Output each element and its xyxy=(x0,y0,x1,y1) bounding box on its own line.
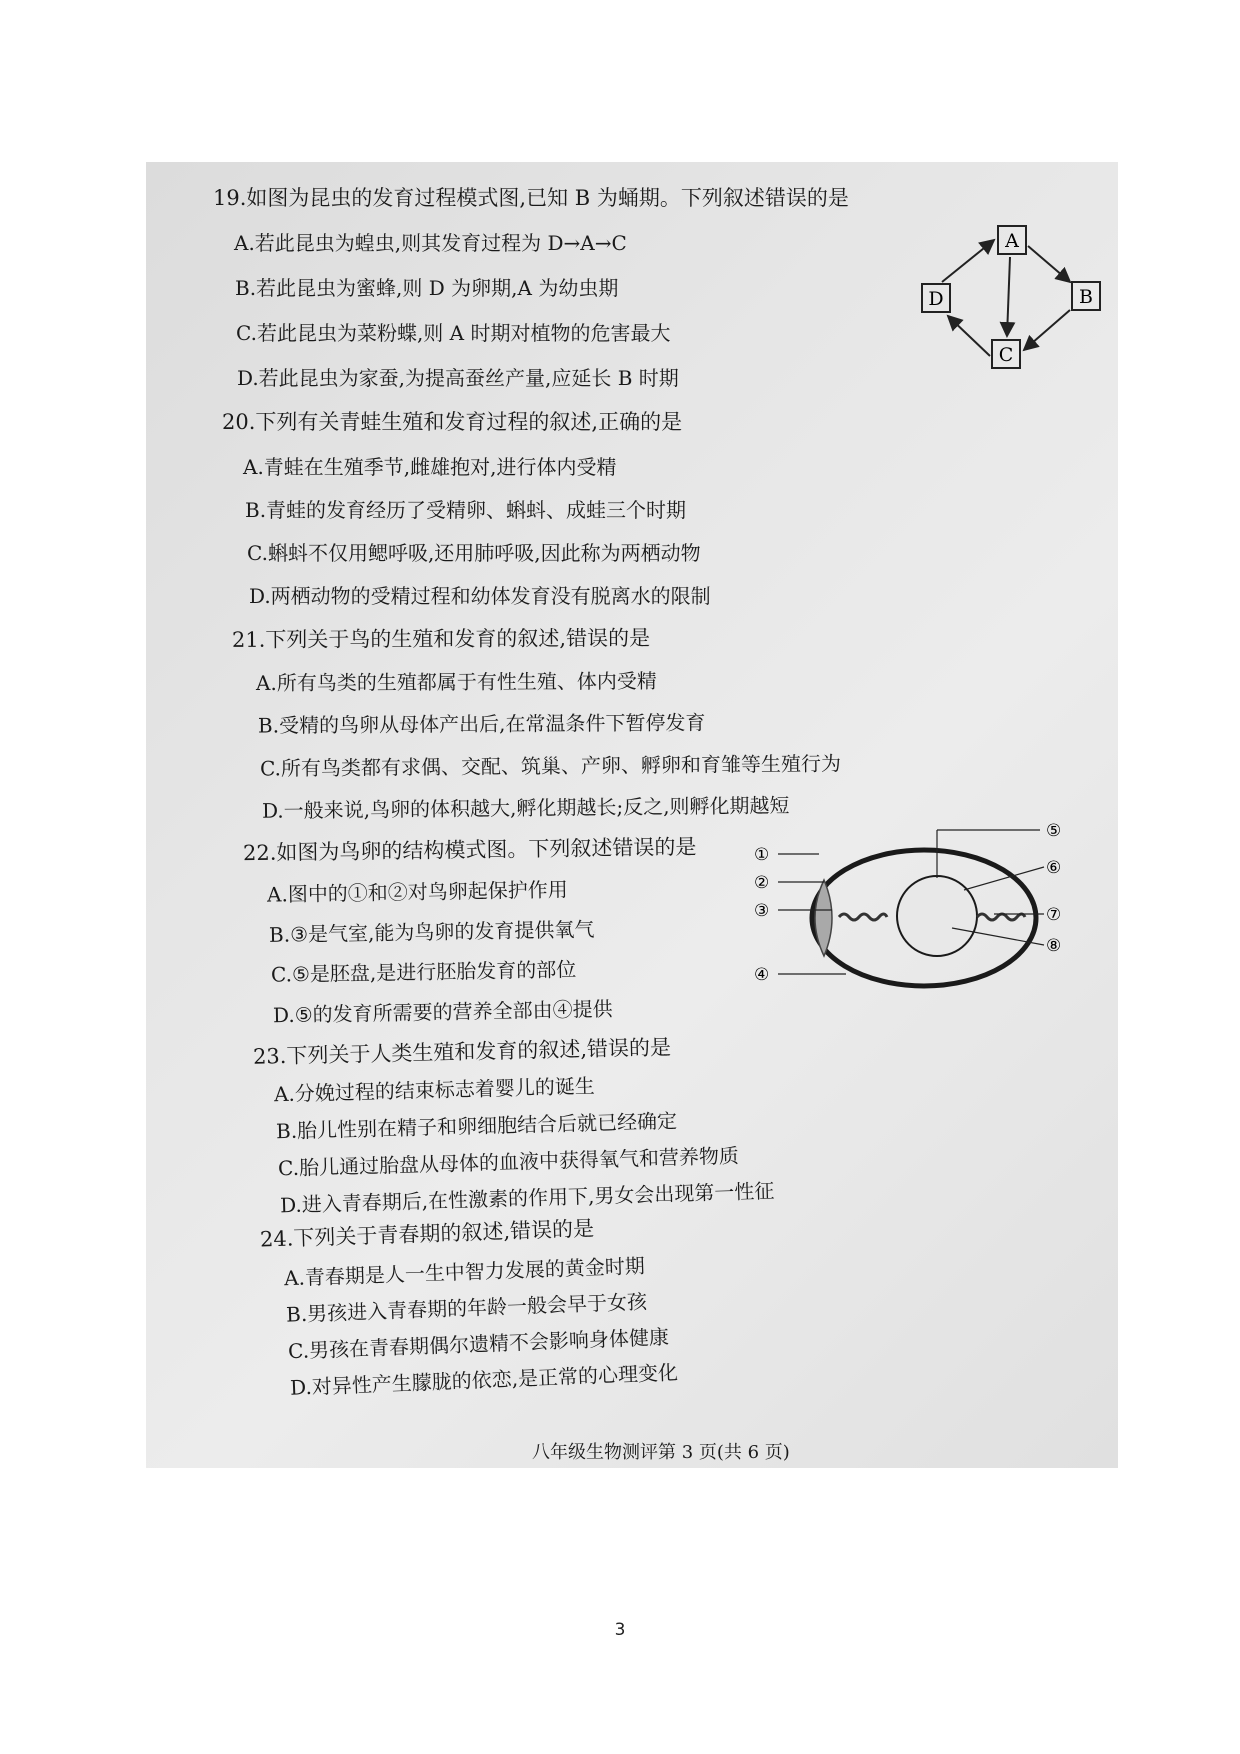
svg-text:A: A xyxy=(1005,230,1019,252)
question-24-option-a: A.青春期是人一生中智力发展的黄金时期 xyxy=(283,1253,646,1291)
question-23-option-d: D.进入青春期后,在性激素的作用下,男女会出现第一性征 xyxy=(279,1178,775,1218)
question-19-stem: 19.如图为昆虫的发育过程模式图,已知 B 为蛹期。下列叙述错误的是 xyxy=(213,186,849,210)
page-number: 3 xyxy=(614,1620,626,1640)
arrow-a-to-c xyxy=(1007,257,1010,336)
question-19-option-a: A.若此昆虫为蝗虫,则其发育过程为 D→A→C xyxy=(234,231,627,255)
bird-egg-diagram xyxy=(754,822,1084,992)
question-24-option-c: C.男孩在青春期偶尔遗精不会影响身体健康 xyxy=(287,1324,670,1364)
node-a xyxy=(998,226,1026,254)
question-20-option-d: D.两栖动物的受精过程和幼体发育没有脱离水的限制 xyxy=(249,584,711,608)
label-7: ⑦ xyxy=(1046,905,1062,925)
air-cell xyxy=(815,880,832,956)
insect-development-diagram xyxy=(920,224,1110,374)
question-22-option-a: A.图中的①和②对鸟卵起保护作用 xyxy=(266,877,568,907)
arrow-b-to-c xyxy=(1024,310,1070,350)
arrow-d-to-a xyxy=(942,240,994,282)
node-b xyxy=(1072,282,1100,310)
question-23-option-c: C.胎儿通过胎盘从母体的血液中获得氧气和营养物质 xyxy=(277,1143,740,1181)
question-23-stem: 23.下列关于人类生殖和发育的叙述,错误的是 xyxy=(252,1035,672,1069)
label-2: ② xyxy=(754,873,770,893)
arrow-c-to-d xyxy=(948,316,990,356)
question-21-option-a: A.所有鸟类的生殖都属于有性生殖、体内受精 xyxy=(255,668,657,696)
question-19-option-c: C.若此昆虫为菜粉蝶,则 A 时期对植物的危害最大 xyxy=(236,321,671,345)
question-22-option-d: D.⑤的发育所需要的营养全部由④提供 xyxy=(272,996,613,1028)
label-6: ⑥ xyxy=(1046,858,1062,878)
question-20-option-b: B.青蛙的发育经历了受精卵、蝌蚪、成蛙三个时期 xyxy=(245,498,687,522)
question-23-option-b: B.胎儿性别在精子和卵细胞结合后就已经确定 xyxy=(275,1108,678,1144)
label-3: ③ xyxy=(754,901,770,921)
question-22-option-c: C.⑤是胚盘,是进行胚胎发育的部位 xyxy=(270,957,577,987)
question-24-option-d: D.对异性产生朦胧的依恋,是正常的心理变化 xyxy=(289,1360,679,1400)
question-24-option-b: B.男孩进入青春期的年龄一般会早于女孩 xyxy=(285,1289,648,1327)
svg-text:B: B xyxy=(1079,286,1093,308)
label-5: ⑤ xyxy=(1046,822,1062,841)
node-c xyxy=(992,340,1020,368)
label-1: ① xyxy=(754,845,770,865)
chalaza-left xyxy=(839,914,887,920)
question-20-option-c: C.蝌蚪不仅用鳃呼吸,还用肺呼吸,因此称为两栖动物 xyxy=(247,541,701,565)
svg-text:C: C xyxy=(998,344,1014,366)
photographed-exam-page xyxy=(146,162,1118,1468)
question-19-option-d: D.若此昆虫为家蚕,为提高蚕丝产量,应延长 B 时期 xyxy=(237,366,679,390)
question-21-option-d: D.一般来说,鸟卵的体积越大,孵化期越长;反之,则孵化期越短 xyxy=(261,793,790,823)
question-19-option-b: B.若此昆虫为蜜蜂,则 D 为卵期,A 为幼虫期 xyxy=(235,276,619,300)
yolk xyxy=(897,876,977,956)
question-22-stem: 22.如图为鸟卵的结构模式图。下列叙述错误的是 xyxy=(242,834,697,866)
exam-footer: 八年级生物测评第 3 页(共 6 页) xyxy=(532,1442,790,1463)
question-20-stem: 20.下列有关青蛙生殖和发育过程的叙述,正确的是 xyxy=(222,410,683,434)
label-8: ⑧ xyxy=(1046,936,1062,956)
question-24-stem: 24.下列关于青春期的叙述,错误的是 xyxy=(259,1216,595,1252)
question-22-option-b: B.③是气室,能为鸟卵的发育提供氧气 xyxy=(268,917,595,947)
node-d xyxy=(922,284,950,312)
question-20-option-a: A.青蛙在生殖季节,雌雄抱对,进行体内受精 xyxy=(243,455,617,479)
question-21-option-c: C.所有鸟类都有求偶、交配、筑巢、产卵、孵卵和育雏等生殖行为 xyxy=(259,751,842,781)
question-21-stem: 21.下列关于鸟的生殖和发育的叙述,错误的是 xyxy=(231,626,651,652)
question-23-option-a: A.分娩过程的结束标志着婴儿的诞生 xyxy=(273,1073,596,1107)
svg-text:D: D xyxy=(928,288,944,310)
label-4: ④ xyxy=(754,965,770,985)
arrow-a-to-b xyxy=(1028,246,1070,282)
question-21-option-b: B.受精的鸟卵从母体产出后,在常温条件下暂停发育 xyxy=(257,710,706,738)
chalaza-right xyxy=(977,914,1025,920)
